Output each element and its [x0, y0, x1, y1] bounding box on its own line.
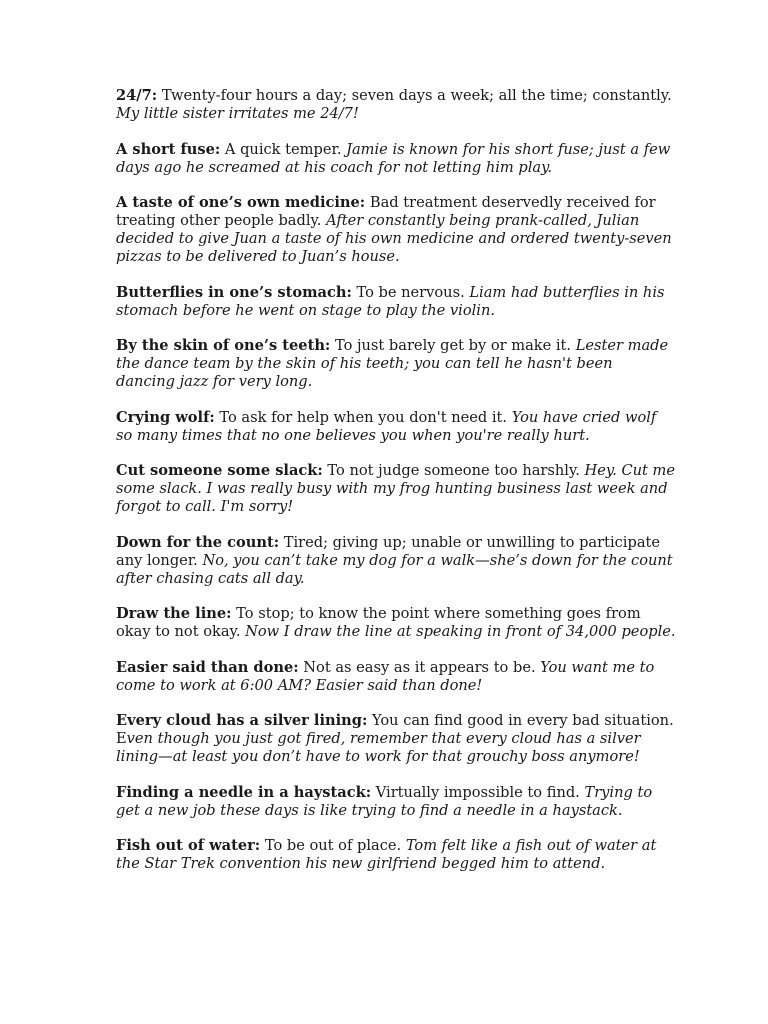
idiom-example: No, you can’t take my dog for a walk—she’s down for the count after chasing cats all day. [116, 551, 673, 587]
idiom-example: ven though you just got fired, remember that every cloud has a silver lining—at least you don’t have to work for that grouchy boss anymore! [116, 730, 641, 765]
idiom-entry [116, 87, 676, 123]
idiom-term: Easier said than done: [116, 658, 299, 676]
idiom-entry [116, 337, 676, 391]
idiom-list [116, 87, 676, 891]
idiom-definition: To stop; to know the point where something goes from okay to not okay. [116, 605, 641, 640]
idiom-entry [116, 605, 676, 641]
idiom-term: Draw the line: [116, 605, 232, 622]
idiom-term: Fish out of water: [116, 837, 261, 854]
idiom-entry [116, 462, 676, 516]
idiom-entry [116, 837, 676, 873]
idiom-definition: You can find good in every bad situation. E [116, 712, 674, 747]
idiom-term: Finding a needle in a haystack: [116, 783, 372, 801]
idiom-term: By the skin of one’s teeth: [116, 337, 331, 354]
idiom-definition: Not as easy as it appears to be. [298, 658, 541, 676]
idiom-definition: To just barely get by or make it. [330, 337, 576, 354]
idiom-term: Cut someone some slack: [116, 462, 323, 479]
idiom-example: Now I draw the line at speaking in front of 34,000 people. [245, 623, 676, 640]
idiom-example: Liam had butterflies in his stomach before he went on stage to play the violin. [116, 283, 665, 319]
idiom-entry [116, 712, 676, 766]
idiom-term: Crying wolf: [116, 408, 215, 426]
idiom-entry [116, 194, 676, 266]
idiom-example: You have cried wolf so many times that no one believes you when you're really hurt. [116, 408, 657, 444]
idiom-entry [116, 409, 676, 445]
idiom-definition: To be nervous. [351, 283, 470, 301]
idiom-term: A short fuse: [116, 140, 221, 158]
idiom-definition: To ask for help when you don't need it. [214, 408, 512, 426]
idiom-entry [116, 284, 676, 320]
idiom-example: Lester made the dance team by the skin of his teeth; you can tell he hasn't been dancing jazz for very long. [116, 337, 669, 390]
idiom-example: You want me to come to work at 6:00 AM? Easier said than done! [116, 658, 655, 694]
idiom-term: Down for the count: [116, 533, 280, 551]
idiom-example: Hey. Cut me some slack. I was really busy with my frog hunting business last week and forgot to call. I'm sorry! [116, 462, 676, 515]
idiom-entry [116, 659, 676, 695]
idiom-example: Tom felt like a fish out of water at the Star Trek convention his new girlfriend begged him to attend. [116, 837, 657, 872]
idiom-term: 24/7: [116, 87, 158, 104]
idiom-entry [116, 784, 676, 820]
idiom-example: After constantly being prank-called, Julian decided to give Juan a taste of his own medicine and ordered twenty-seven pizzas to be delivered to Juan’s house. [116, 212, 672, 265]
idiom-entry [116, 534, 676, 588]
idiom-definition: To be out of place. [260, 837, 406, 854]
idiom-example: Jamie is known for his short fuse; just a few days ago he screamed at his coach for not letting him play. [116, 140, 671, 176]
idiom-example: My little sister irritates me 24/7! [116, 105, 359, 122]
idiom-term: Every cloud has a silver lining: [116, 712, 368, 729]
idiom-definition: Virtually impossible to find. [371, 783, 585, 801]
idiom-definition: To not judge someone too harshly. [322, 462, 585, 479]
idiom-definition: Bad treatment deservedly received for treating other people badly. [116, 194, 656, 229]
idiom-entry [116, 141, 676, 177]
idiom-term: Butterflies in one’s stomach: [116, 283, 352, 301]
idiom-term: A taste of one’s own medicine: [116, 194, 366, 211]
idiom-definition: Tired; giving up; unable or unwilling to participate any longer. [116, 533, 661, 569]
idiom-definition: Twenty-four hours a day; seven days a week; all the time; constantly. [157, 87, 672, 104]
idiom-example: Trying to get a new job these days is like trying to find a needle in a haystack. [116, 783, 653, 819]
idiom-definition: A quick temper. [220, 140, 347, 158]
